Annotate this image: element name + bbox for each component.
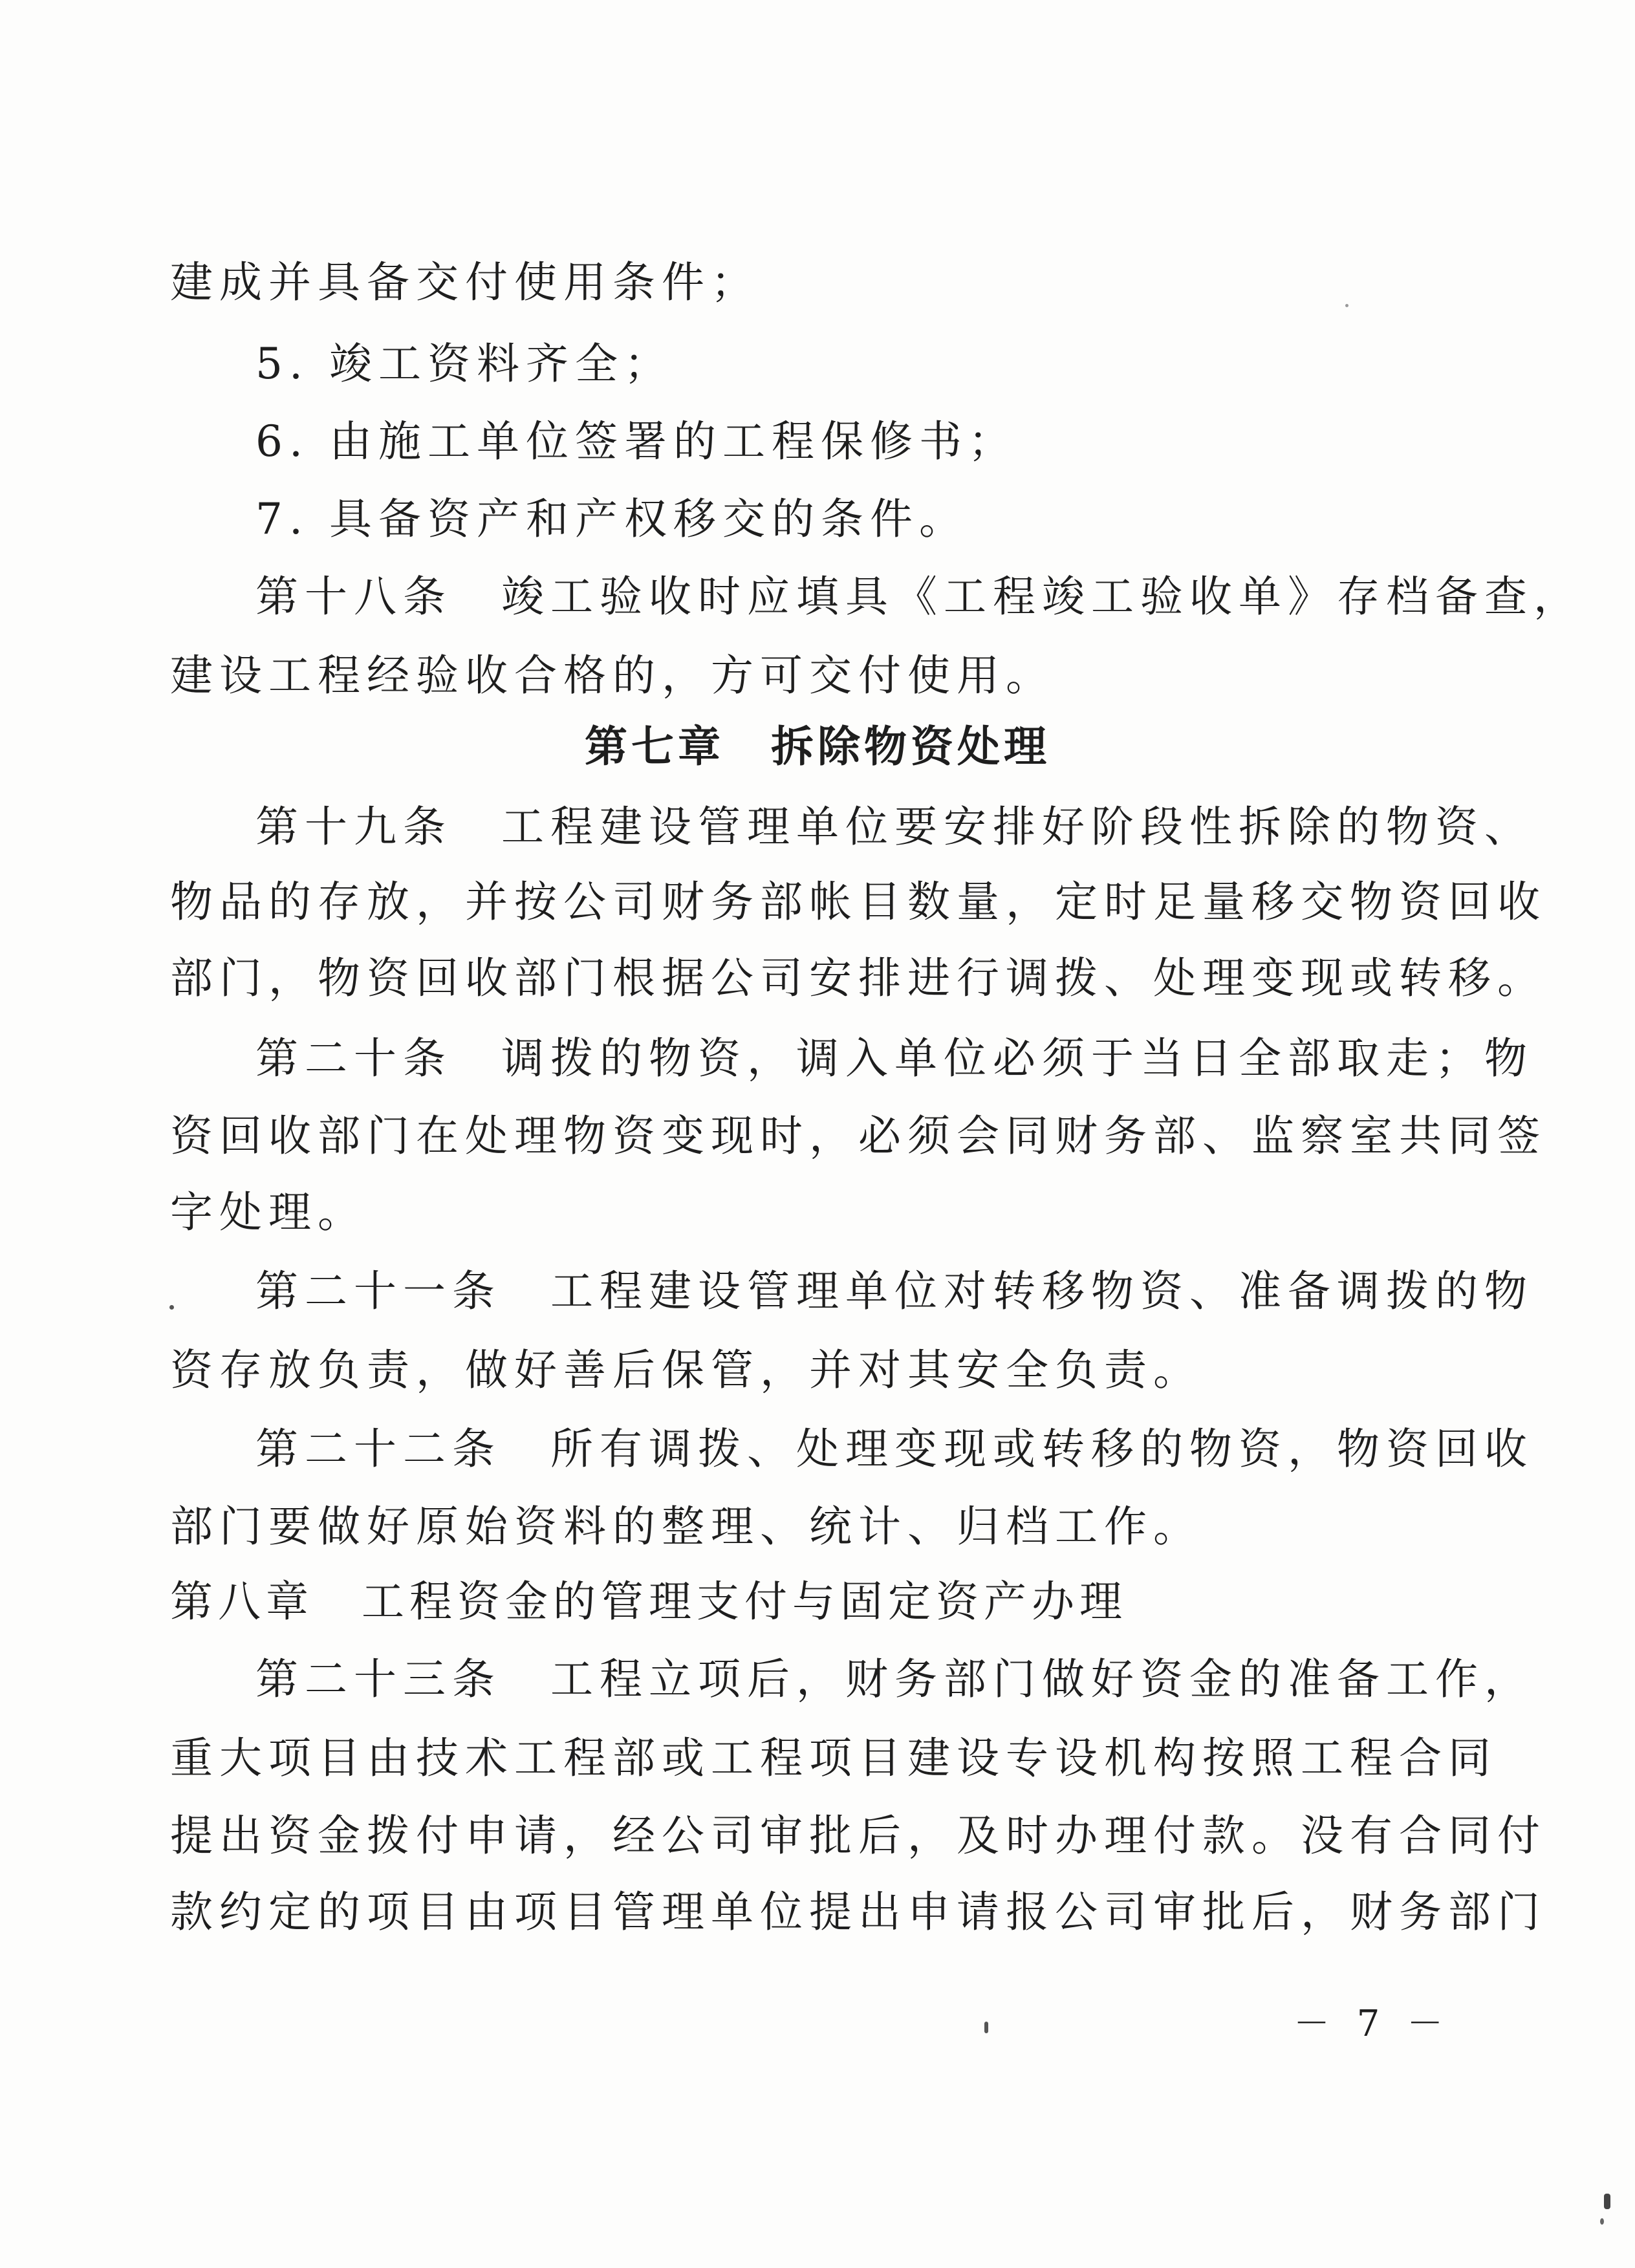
paragraph-line: 建设工程经验收合格的，方可交付使用。: [170, 651, 1055, 700]
paragraph-line: 款约定的项目由项目管理单位提出申请报公司审批后，财务部门: [170, 1887, 1546, 1937]
list-item-6: 6. 由施工单位签署的工程保修书；: [255, 416, 1017, 466]
article-22: 第二十二条 所有调拨、处理变现或转移的物资，物资回收: [255, 1424, 1533, 1474]
paragraph-line: 部门，物资回收部门根据公司安排进行调拨、处理变现或转移。: [170, 953, 1546, 1003]
scan-speck: [984, 2022, 988, 2033]
article-21: 第二十一条 工程建设管理单位对转移物资、准备调拨的物: [255, 1266, 1533, 1316]
list-item-5: 5. 竣工资料齐全；: [255, 339, 673, 389]
paragraph-line: 提出资金拨付申请，经公司审批后，及时办理付款。没有合同付: [170, 1811, 1546, 1861]
page-number: － 7 －: [1294, 2003, 1451, 2045]
paragraph-line: 资存放负责，做好善后保管，并对其安全负责。: [170, 1345, 1202, 1395]
paragraph-line: 部门要做好原始资料的整理、统计、归档工作。: [170, 1502, 1202, 1551]
article-20: 第二十条 调拨的物资，调入单位必须于当日全部取走；物: [255, 1033, 1533, 1083]
paragraph-line: 物品的存放，并按公司财务部帐目数量，定时足量移交物资回收: [170, 877, 1546, 927]
list-item-7: 7. 具备资产和产权移交的条件。: [255, 494, 968, 544]
paragraph-line: 资回收部门在处理物资变现时，必须会同财务部、监察室共同签: [170, 1111, 1546, 1161]
scan-speck: [1345, 304, 1348, 307]
scan-speck: [1604, 2194, 1610, 2209]
paragraph-line: 字处理。: [170, 1187, 367, 1237]
scan-speck: [169, 1305, 174, 1310]
paragraph-line: 重大项目由技术工程部或工程项目建设专设机构按照工程合同: [170, 1733, 1497, 1783]
chapter-7-heading: 第七章 拆除物资处理: [585, 722, 1050, 772]
article-23: 第二十三条 工程立项后，财务部门做好资金的准备工作，: [255, 1654, 1533, 1704]
scan-speck: [1600, 2218, 1604, 2225]
article-19: 第十九条 工程建设管理单位要安排好阶段性拆除的物资、: [255, 802, 1533, 852]
article-18: 第十八条 竣工验收时应填具《工程竣工验收单》存档备查，: [255, 572, 1583, 621]
chapter-8-heading: 第八章 工程资金的管理支付与固定资产办理: [170, 1577, 1127, 1626]
paragraph-line: 建成并具备交付使用条件；: [170, 257, 760, 307]
